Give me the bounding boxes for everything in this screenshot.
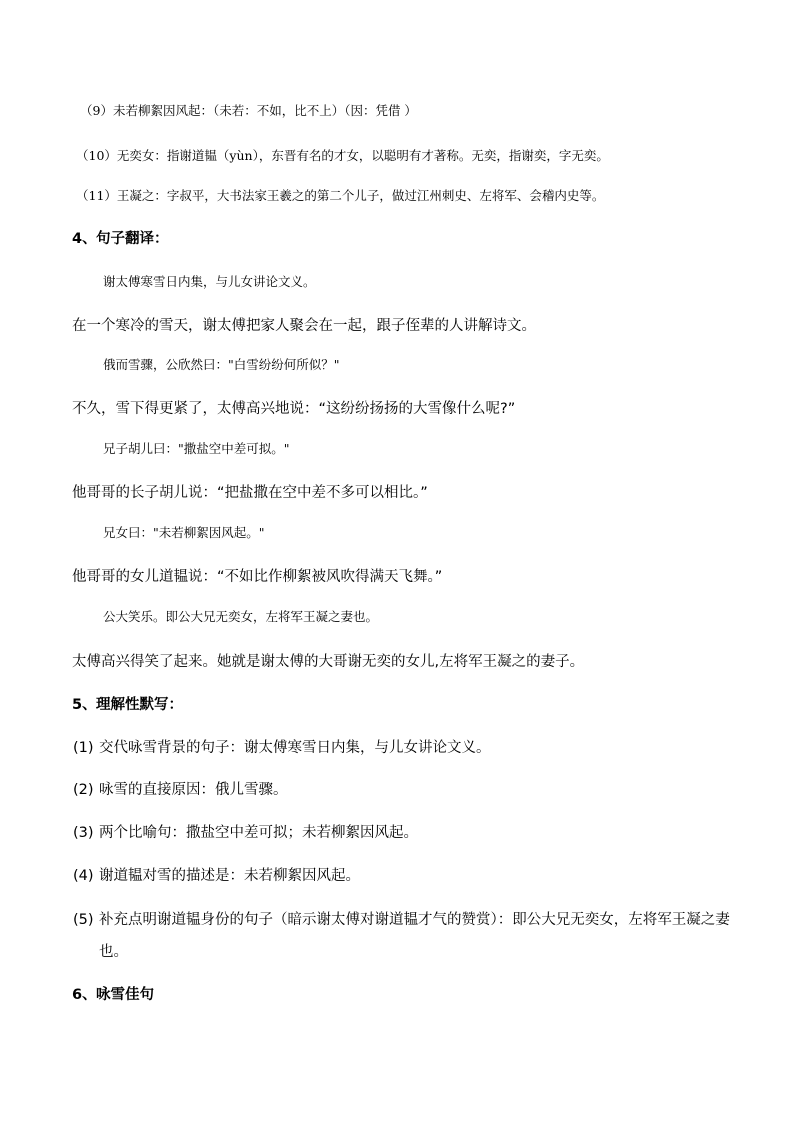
original-sentence: 公大笑乐。即公大兄无奕女，左将军王凝之妻也。 (103, 609, 379, 624)
dictation-item (73, 736, 491, 757)
dictation-item (73, 778, 288, 799)
item-number: (4) (73, 868, 94, 884)
original-sentence: 兄子胡儿曰："撒盐空中差可拟。" (103, 441, 290, 456)
section-number: 6、 (72, 987, 97, 1003)
original-sentence: 俄而雪骤，公欣然曰："白雪纷纷何所似？" (103, 357, 340, 372)
translation-sentence: 不久，雪下得更紧了，太傅高兴地说：“这纷纷扬扬的大雪像什么呢?” (72, 401, 516, 417)
note-11: （11）王凝之：字叔平，大书法家王羲之的第二个儿子，做过江州刺史、左将军、会稽内史等。 (76, 188, 605, 203)
item-text: 补充点明谢道韫身份的句子（暗示谢太傅对谢道韫才气的赞赏）：即公大兄无奕女，左将军王凝之妻 (99, 912, 730, 928)
translation-sentence: 他哥哥的长子胡儿说：“把盐撒在空中差不多可以相比。” (72, 485, 428, 501)
translation-sentence: 在一个寒冷的雪天，谢太傅把家人聚会在一起，跟子侄辈的人讲解诗文。 (72, 318, 536, 334)
section-title: 咏雪佳句 (96, 987, 154, 1003)
section-heading-5 (72, 693, 183, 714)
section-title: 理解性默写： (96, 697, 183, 713)
section-heading-4 (72, 227, 169, 248)
dictation-item (73, 864, 360, 885)
section-heading-6 (72, 983, 154, 1004)
note-10: （10）无奕女：指谢道韫（yùn），东晋有名的才女，以聪明有才著称。无奕，指谢奕，字无奕。 (76, 148, 609, 163)
translation-sentence: 太傅高兴得笑了起来。她就是谢太傅的大哥谢无奕的女儿,左将军王凝之的妻子。 (72, 654, 585, 670)
item-text: 两个比喻句：撒盐空中差可拟；未若柳絮因风起。 (99, 825, 418, 841)
dictation-item (73, 821, 418, 842)
item-number: (5) (73, 912, 94, 928)
dictation-item-continuation: 也。 (99, 944, 128, 960)
item-number: (3) (73, 825, 94, 841)
item-number: (1) (73, 740, 94, 756)
section-number: 5、 (72, 697, 97, 713)
original-sentence: 兄女曰："未若柳絮因风起。" (103, 525, 265, 540)
original-sentence: 谢太傅寒雪日内集，与儿女讲论文义。 (103, 274, 316, 289)
item-text: 咏雪的直接原因：俄儿雪骤。 (99, 782, 288, 798)
section-title: 句子翻译： (96, 231, 169, 247)
item-text: 交代咏雪背景的句子：谢太傅寒雪日内集，与儿女讲论文义。 (99, 740, 491, 756)
item-number: (2) (73, 782, 94, 798)
dictation-item (73, 908, 730, 929)
note-9: （9）未若柳絮因风起：（未若：不如，比不上）（因：凭借 ） (80, 103, 417, 118)
section-number: 4、 (72, 231, 97, 247)
item-text: 谢道韫对雪的描述是：未若柳絮因风起。 (99, 868, 360, 884)
translation-sentence: 他哥哥的女儿道韫说：“不如比作柳絮被风吹得满天飞舞。” (72, 569, 443, 585)
